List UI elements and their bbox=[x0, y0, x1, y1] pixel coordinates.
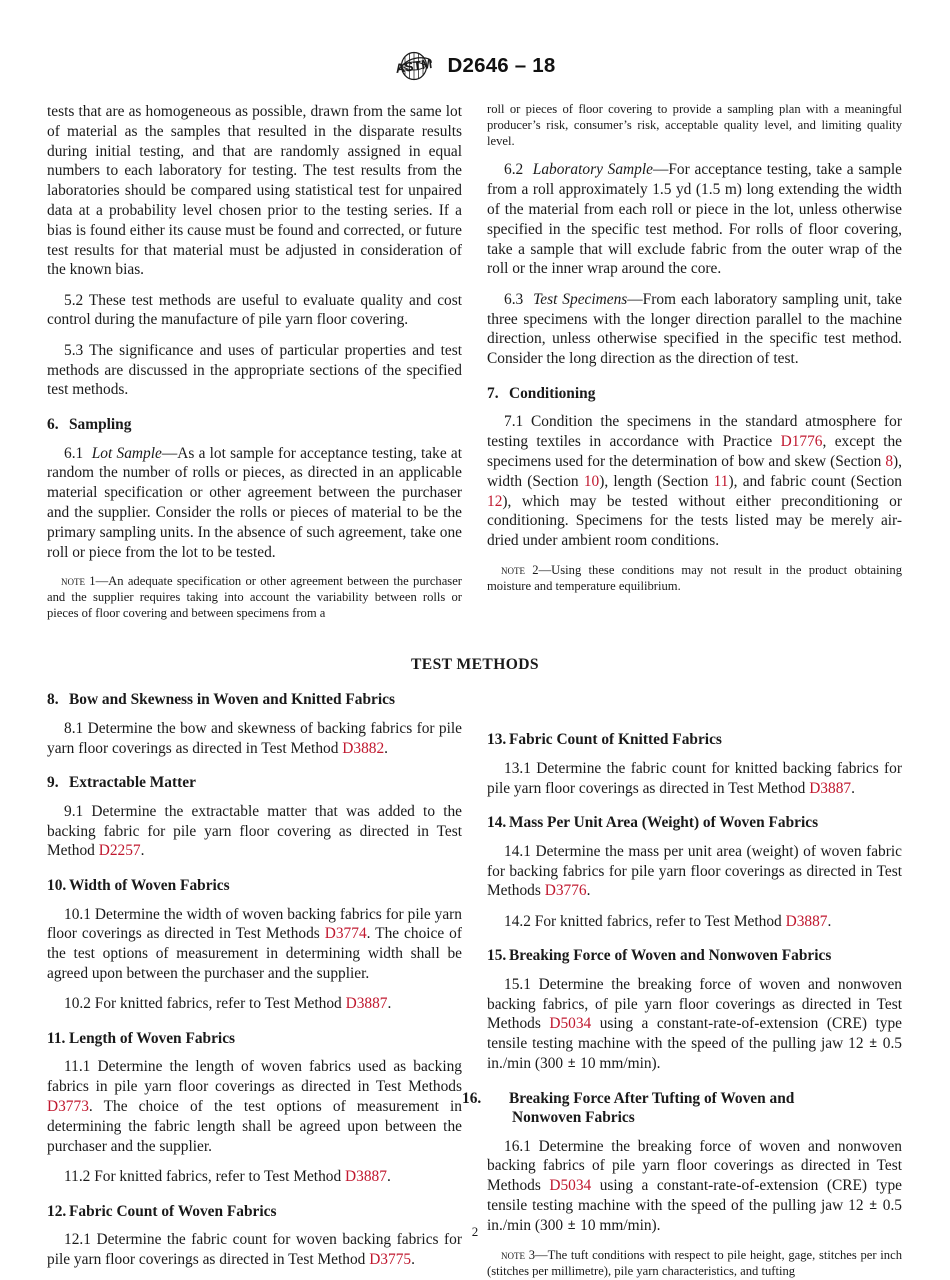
right-column-top bbox=[487, 102, 902, 622]
note-2-text: —Using these conditions may not result in the product obtaining moisture and temperature equilibrium. bbox=[487, 562, 903, 593]
section-number-13: 13. bbox=[487, 731, 507, 749]
section-title-7: Conditioning bbox=[509, 384, 596, 402]
link-d3887-13-1[interactable]: D3887 bbox=[809, 779, 852, 797]
paragraph-continued-note-1: roll or pieces of floor covering to provide a sampling plan with a meaningful producer’s risk, consumer’s risk, acceptable quality level, and limiting quality level. bbox=[487, 102, 902, 148]
link-section-12[interactable]: 12 bbox=[487, 492, 503, 510]
section-heading-16 bbox=[462, 1089, 902, 1128]
left-column-bottom bbox=[47, 682, 462, 1279]
paragraph-number-6-2: 6.2 bbox=[504, 161, 524, 179]
note-3-label: note bbox=[501, 1247, 525, 1262]
link-d5034-16-1[interactable]: D5034 bbox=[549, 1177, 592, 1195]
paragraph-text-6-2: —For acceptance testing, take a sample from a roll approximately 1.5 yd (1.5 m) long extending the width of the material from each roll or piece in the lot, unless otherwise specified in the specific test method. For rolls of floor covering, take a sample that will exclude fabric from the outer wrap of the roll or the inner wrap around the core. bbox=[487, 161, 902, 278]
paragraph-15-1-part-d: 10 mm/min). bbox=[576, 1054, 661, 1072]
section-heading-12 bbox=[47, 1202, 462, 1221]
paragraph-14-1-part-b: . bbox=[586, 882, 591, 900]
paragraph-6-3 bbox=[487, 290, 902, 369]
term-laboratory-sample: Laboratory Sample bbox=[532, 161, 653, 179]
paragraph-6-2 bbox=[487, 160, 902, 279]
note-2-label: note bbox=[501, 562, 525, 577]
paragraph-11-1-part-b: . The choice of the test options of measurement in determining the fabric length shall be agreed upon between the purchaser and the supplier. bbox=[47, 1097, 462, 1155]
paragraph-text-6-3: —From each laboratory sampling unit, take three specimens with the longer direction parallel to the machine direction, unless otherwise specified in the specific test method. Consider the long direction as the direction of test. bbox=[487, 290, 902, 368]
plus-minus-symbol-15-1b: ± bbox=[567, 1054, 576, 1070]
link-d2257[interactable]: D2257 bbox=[98, 842, 141, 860]
section-heading-14 bbox=[487, 813, 902, 832]
paragraph-9-1-part-a: 9.1 Determine the extractable matter that was added to the backing fabric for pile yarn floor covering as directed in Test Method bbox=[47, 802, 462, 860]
section-number-11: 11. bbox=[47, 1029, 66, 1047]
section-heading-13 bbox=[487, 730, 902, 749]
link-d3776[interactable]: D3776 bbox=[544, 882, 587, 900]
section-number-16: 16. bbox=[462, 1089, 482, 1107]
paragraph-15-1 bbox=[487, 975, 902, 1074]
paragraph-9-1 bbox=[47, 802, 462, 861]
section-number-7: 7. bbox=[487, 384, 499, 402]
section-number-14: 14. bbox=[487, 814, 507, 832]
term-lot-sample: Lot Sample bbox=[91, 444, 162, 462]
paragraph-10-1-part-b: . The choice of the test options of measurement in determining width shall be agreed upon between the purchaser and the supplier. bbox=[47, 925, 462, 982]
paragraph-13-1-part-a: 13.1 Determine the fabric count for knitted backing fabrics for pile yarn floor coverings as directed in Test Method bbox=[487, 759, 902, 797]
section-number-8: 8. bbox=[47, 691, 59, 709]
note-1-text: —An adequate specification or other agreement between the purchaser and the supplier requires taking into account the variability between rolls or pieces of floor covering and between specimens from a bbox=[47, 574, 462, 621]
paragraph-15-1-part-b: using a constant-rate-of-extension (CRE) type tensile testing machine with the speed of the pulling jaw 12 bbox=[487, 1015, 902, 1053]
section-title-11: Length of Woven Fabrics bbox=[69, 1029, 236, 1047]
plus-minus-symbol-15-1a: ± bbox=[869, 1035, 877, 1051]
paragraph-16-1-part-a: 16.1 Determine the breaking force of woven and nonwoven backing fabrics of pile yarn floor coverings as directed in Test Methods bbox=[487, 1137, 902, 1195]
section-title-10: Width of Woven Fabrics bbox=[69, 877, 230, 895]
section-title-15: Breaking Force of Woven and Nonwoven Fabrics bbox=[509, 947, 832, 965]
section-title-8: Bow and Skewness in Woven and Knitted Fabrics bbox=[69, 691, 395, 709]
paragraph-number-6-1: 6.1 bbox=[64, 444, 84, 462]
section-number-10: 10. bbox=[47, 877, 67, 895]
paragraph-11-2 bbox=[47, 1167, 462, 1187]
section-heading-7 bbox=[487, 384, 902, 403]
paragraph-8-1 bbox=[47, 719, 462, 759]
paragraph-15-1-part-a: 15.1 Determine the breaking force of woven and nonwoven backing fabrics, of pile yarn floor coverings as directed in Test Methods bbox=[487, 975, 902, 1033]
link-d3775[interactable]: D3775 bbox=[369, 1250, 412, 1268]
link-d3887-14-2[interactable]: D3887 bbox=[785, 912, 828, 930]
paragraph-7-1 bbox=[487, 412, 902, 551]
astm-logo-icon bbox=[394, 51, 436, 81]
paragraph-14-2-part-b: . bbox=[827, 912, 832, 930]
section-title-16-line-1: Breaking Force After Tufting of Woven and bbox=[509, 1089, 795, 1107]
note-3-number: 3 bbox=[525, 1247, 536, 1262]
section-title-14: Mass Per Unit Area (Weight) of Woven Fabrics bbox=[509, 814, 819, 832]
left-column-top bbox=[47, 102, 462, 622]
paragraph-7-1-part-a: 7.1 Condition the specimens in the standard atmosphere for testing textiles in accordance with Practice bbox=[487, 413, 902, 451]
paragraph-7-1-part-f: ), which may be tested without either preconditioning or conditioning. Specimens for the tests listed may be merely air-dried under ambient room conditions. bbox=[487, 492, 902, 550]
note-3 bbox=[487, 1248, 902, 1280]
paragraph-14-2-part-a: 14.2 For knitted fabrics, refer to Test Method bbox=[504, 912, 786, 930]
paragraph-14-1 bbox=[487, 842, 902, 901]
paragraph-7-1-part-d: ), length (Section bbox=[599, 472, 714, 490]
page-header bbox=[0, 0, 950, 86]
paragraph-continued-5-1: tests that are as homogeneous as possible, drawn from the same lot of material as the samples that resulted in the disparate results during initial testing, and that are randomly assigned in equal numbers to each laboratory for testing. The test results from the laboratories should be compared using statistical test for unpaired data at a probability level chosen prior to the testing series. If a bias is found either its cause must be found and corrected, or future test results for that material must be adjusted in consideration of the known bias. bbox=[47, 103, 462, 279]
plus-minus-symbol-16-1a: ± bbox=[869, 1196, 877, 1212]
paragraph-5-2: 5.2 These test methods are useful to evaluate quality and cost control during the manufacture of pile yarn floor covering. bbox=[47, 291, 462, 329]
link-section-8[interactable]: 8 bbox=[885, 452, 894, 470]
section-title-13: Fabric Count of Knitted Fabrics bbox=[509, 731, 722, 749]
link-d3774[interactable]: D3774 bbox=[324, 925, 367, 943]
paragraph-10-1 bbox=[47, 905, 462, 984]
standard-designation: D2646 – 18 bbox=[447, 54, 556, 77]
paragraph-6-1 bbox=[47, 444, 462, 563]
page-number: 2 bbox=[471, 1224, 479, 1239]
paragraph-11-1 bbox=[47, 1057, 462, 1156]
paragraph-16-1-part-b: using a constant-rate-of-extension (CRE) type tensile testing machine with the speed of the pulling jaw 12 bbox=[487, 1177, 902, 1214]
section-title-9: Extractable Matter bbox=[69, 774, 196, 792]
link-d5034-15-1[interactable]: D5034 bbox=[549, 1015, 592, 1033]
paragraph-11-2-part-b: . bbox=[386, 1167, 391, 1185]
paragraph-7-1-part-b: , except the specimens used for the determination of bow and skew (Section bbox=[487, 433, 902, 470]
section-number-12: 12. bbox=[47, 1202, 67, 1220]
plus-minus-symbol-16-1b: ± bbox=[567, 1216, 576, 1232]
paragraph-8-1-part-a: 8.1 Determine the bow and skewness of backing fabrics for pile yarn floor coverings as directed in Test Method bbox=[47, 719, 462, 757]
paragraph-number-6-3: 6.3 bbox=[504, 290, 524, 308]
paragraph-7-1-part-e: ), and fabric count (Section bbox=[728, 472, 903, 490]
top-two-column-region bbox=[0, 86, 950, 622]
note-2-number: 2 bbox=[525, 562, 539, 577]
section-heading-11 bbox=[47, 1029, 462, 1048]
paragraph-13-1-part-b: . bbox=[851, 779, 855, 797]
paragraph-14-1-part-a: 14.1 Determine the mass per unit area (weight) of woven fabric for backing fabrics for pile yarn floor coverings as directed in Test Methods bbox=[487, 842, 902, 900]
paragraph-16-1-part-c: 0.5 in./min (300 bbox=[487, 1196, 902, 1234]
link-d3887-10-2[interactable]: D3887 bbox=[345, 995, 388, 1013]
paragraph-10-2-part-b: . bbox=[387, 995, 392, 1013]
paragraph-10-1-part-a: 10.1 Determine the width of woven backing fabrics for pile yarn floor coverings as directed in Test Methods bbox=[47, 905, 462, 943]
link-d3887-11-2[interactable]: D3887 bbox=[345, 1167, 387, 1185]
right-column-bottom bbox=[462, 682, 902, 1279]
bottom-two-column-region bbox=[0, 682, 950, 1279]
section-number-15: 15. bbox=[487, 947, 507, 965]
paragraph-16-1 bbox=[487, 1137, 902, 1236]
division-title: TEST METHODS bbox=[410, 656, 539, 674]
section-number-6: 6. bbox=[47, 416, 59, 434]
link-d3773[interactable]: D3773 bbox=[47, 1097, 89, 1115]
paragraph-9-1-part-b: . bbox=[140, 842, 145, 860]
note-2 bbox=[487, 563, 902, 595]
note-3-text: —The tuft conditions with respect to pile height, gage, stitches per inch (stitches per millimetre), pile yarn characteristics, and tufting bbox=[487, 1247, 902, 1278]
paragraph-10-2-part-a: 10.2 For knitted fabrics, refer to Test Method bbox=[64, 995, 346, 1013]
paragraph-8-1-part-b: . bbox=[384, 739, 389, 757]
section-heading-9 bbox=[47, 773, 462, 792]
paragraph-5-3: 5.3 The significance and uses of particular properties and test methods are discussed in the appropriate sections of the specified test methods. bbox=[47, 341, 462, 399]
note-1 bbox=[47, 574, 462, 622]
svg-text:ASTM: ASTM bbox=[394, 56, 434, 77]
term-test-specimens: Test Specimens bbox=[533, 290, 628, 308]
paragraph-15-1-part-c: 0.5 in./min (300 bbox=[487, 1035, 902, 1072]
paragraph-14-2 bbox=[487, 912, 902, 932]
paragraph-7-1-part-c: ), width (Section bbox=[487, 452, 902, 490]
paragraph-11-2-part-a: 11.2 For knitted fabrics, refer to Test Method bbox=[64, 1167, 346, 1185]
paragraph-11-1-part-a: 11.1 Determine the length of woven fabrics used as backing fabrics in pile yarn floor coverings as directed in Test Methods bbox=[47, 1058, 462, 1096]
paragraph-12-1-part-b: . bbox=[411, 1250, 415, 1268]
link-section-11[interactable]: 11 bbox=[713, 472, 729, 490]
paragraph-10-2 bbox=[47, 994, 462, 1014]
section-heading-8 bbox=[47, 690, 462, 709]
section-heading-15 bbox=[487, 946, 902, 965]
note-1-number: 1 bbox=[85, 574, 96, 589]
link-section-10[interactable]: 10 bbox=[583, 472, 600, 490]
section-heading-6 bbox=[47, 415, 462, 434]
paragraph-16-1-part-d: 10 mm/min). bbox=[576, 1216, 661, 1234]
section-title-6: Sampling bbox=[69, 416, 132, 434]
section-number-9: 9. bbox=[47, 774, 59, 792]
link-d1776[interactable]: D1776 bbox=[780, 433, 823, 451]
note-1-label: note bbox=[61, 574, 85, 589]
link-d3882[interactable]: D3882 bbox=[342, 739, 385, 757]
paragraph-text-6-1: —As a lot sample for acceptance testing, take at random the number of rolls or pieces, as directed in an applicable material specification or other agreement between the purchaser and the supplier. Consider the rolls or pieces of material to be the primary sampling units. In the absence of such agreement, take one roll or piece from the lot to be tested. bbox=[47, 444, 463, 561]
paragraph-12-1-part-a: 12.1 Determine the fabric count for woven backing fabrics for pile yarn floor coverings as directed in Test Method bbox=[47, 1231, 462, 1268]
section-heading-10 bbox=[47, 876, 462, 895]
paragraph-13-1 bbox=[487, 759, 902, 799]
section-title-16-line-2: Nonwoven Fabrics bbox=[512, 1109, 635, 1127]
section-title-12: Fabric Count of Woven Fabrics bbox=[69, 1202, 277, 1220]
